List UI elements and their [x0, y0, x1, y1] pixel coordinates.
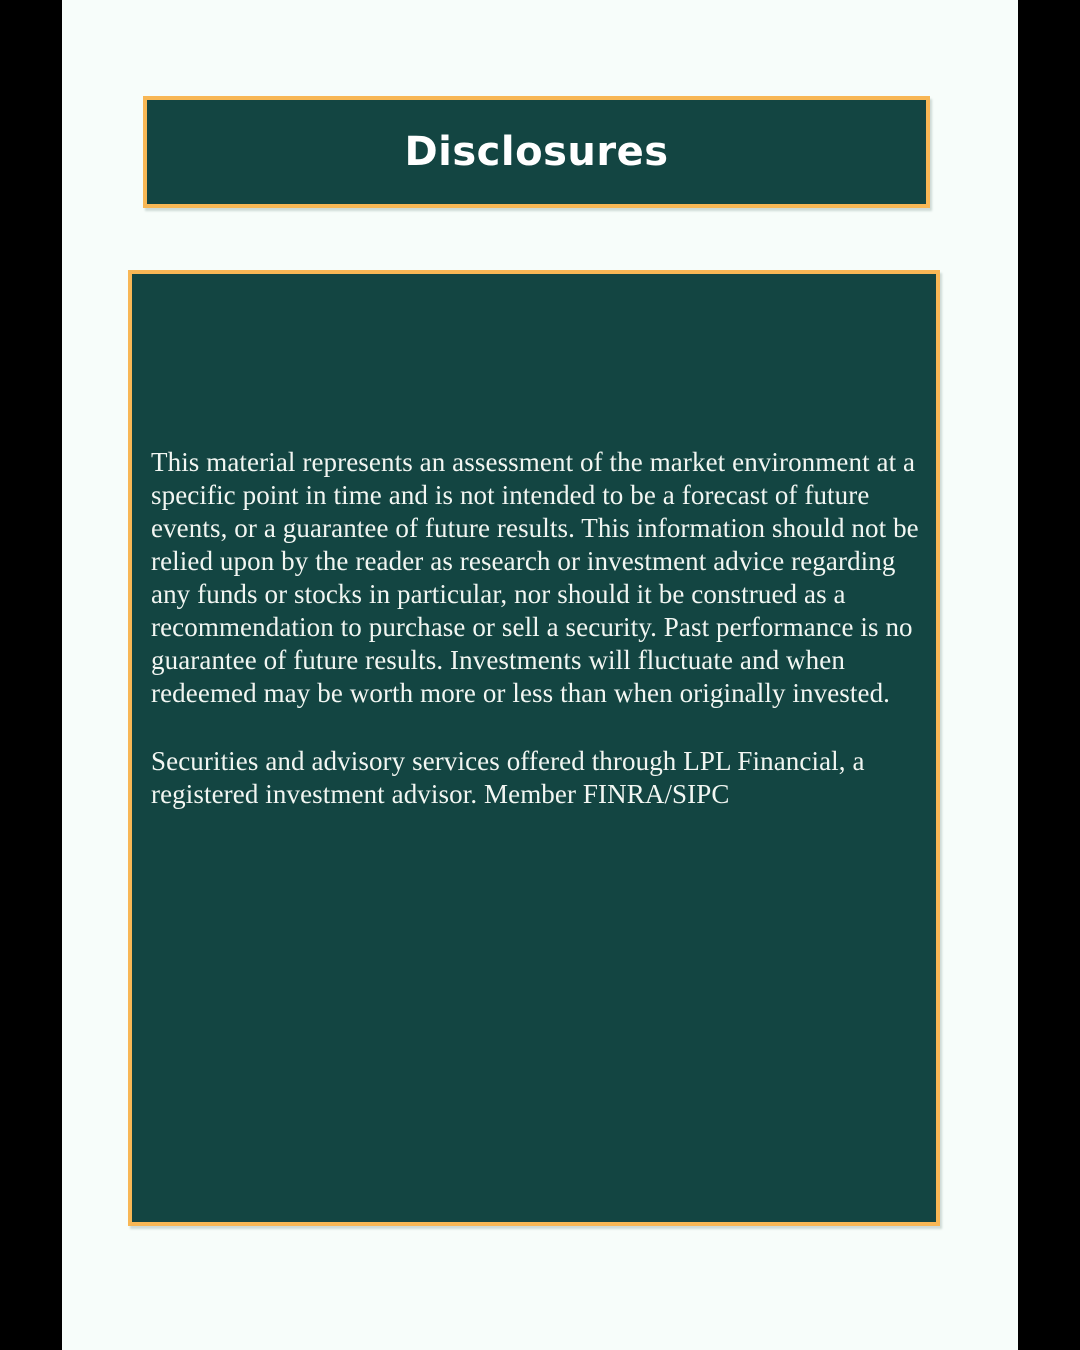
disclosure-paragraph-market-assessment: This material represents an assessment of the market environment at a specific point in time and is not intended to be a forecast of future events, or a guarantee of future results. This information should not be relied upon by the reader as research or investment advice regarding any funds or stocks in particular, nor should it be construed as a recommendation to purchase or sell a security. Past performance is no guarantee of future results. Investments will fluctuate and when redeemed may be worth more or less than when originally invested.	[151, 447, 919, 708]
disclosure-text-block	[151, 446, 920, 811]
disclosure-body-panel	[128, 270, 940, 1226]
disclosures-header-panel	[143, 96, 930, 208]
letterbox-right	[1018, 0, 1080, 1350]
letterbox-left	[0, 0, 62, 1350]
disclosure-paragraph-lpl-financial: Securities and advisory services offered through LPL Financial, a registered investment advisor. Member FINRA/SIPC	[151, 746, 865, 809]
page-title: Disclosures	[404, 129, 669, 175]
